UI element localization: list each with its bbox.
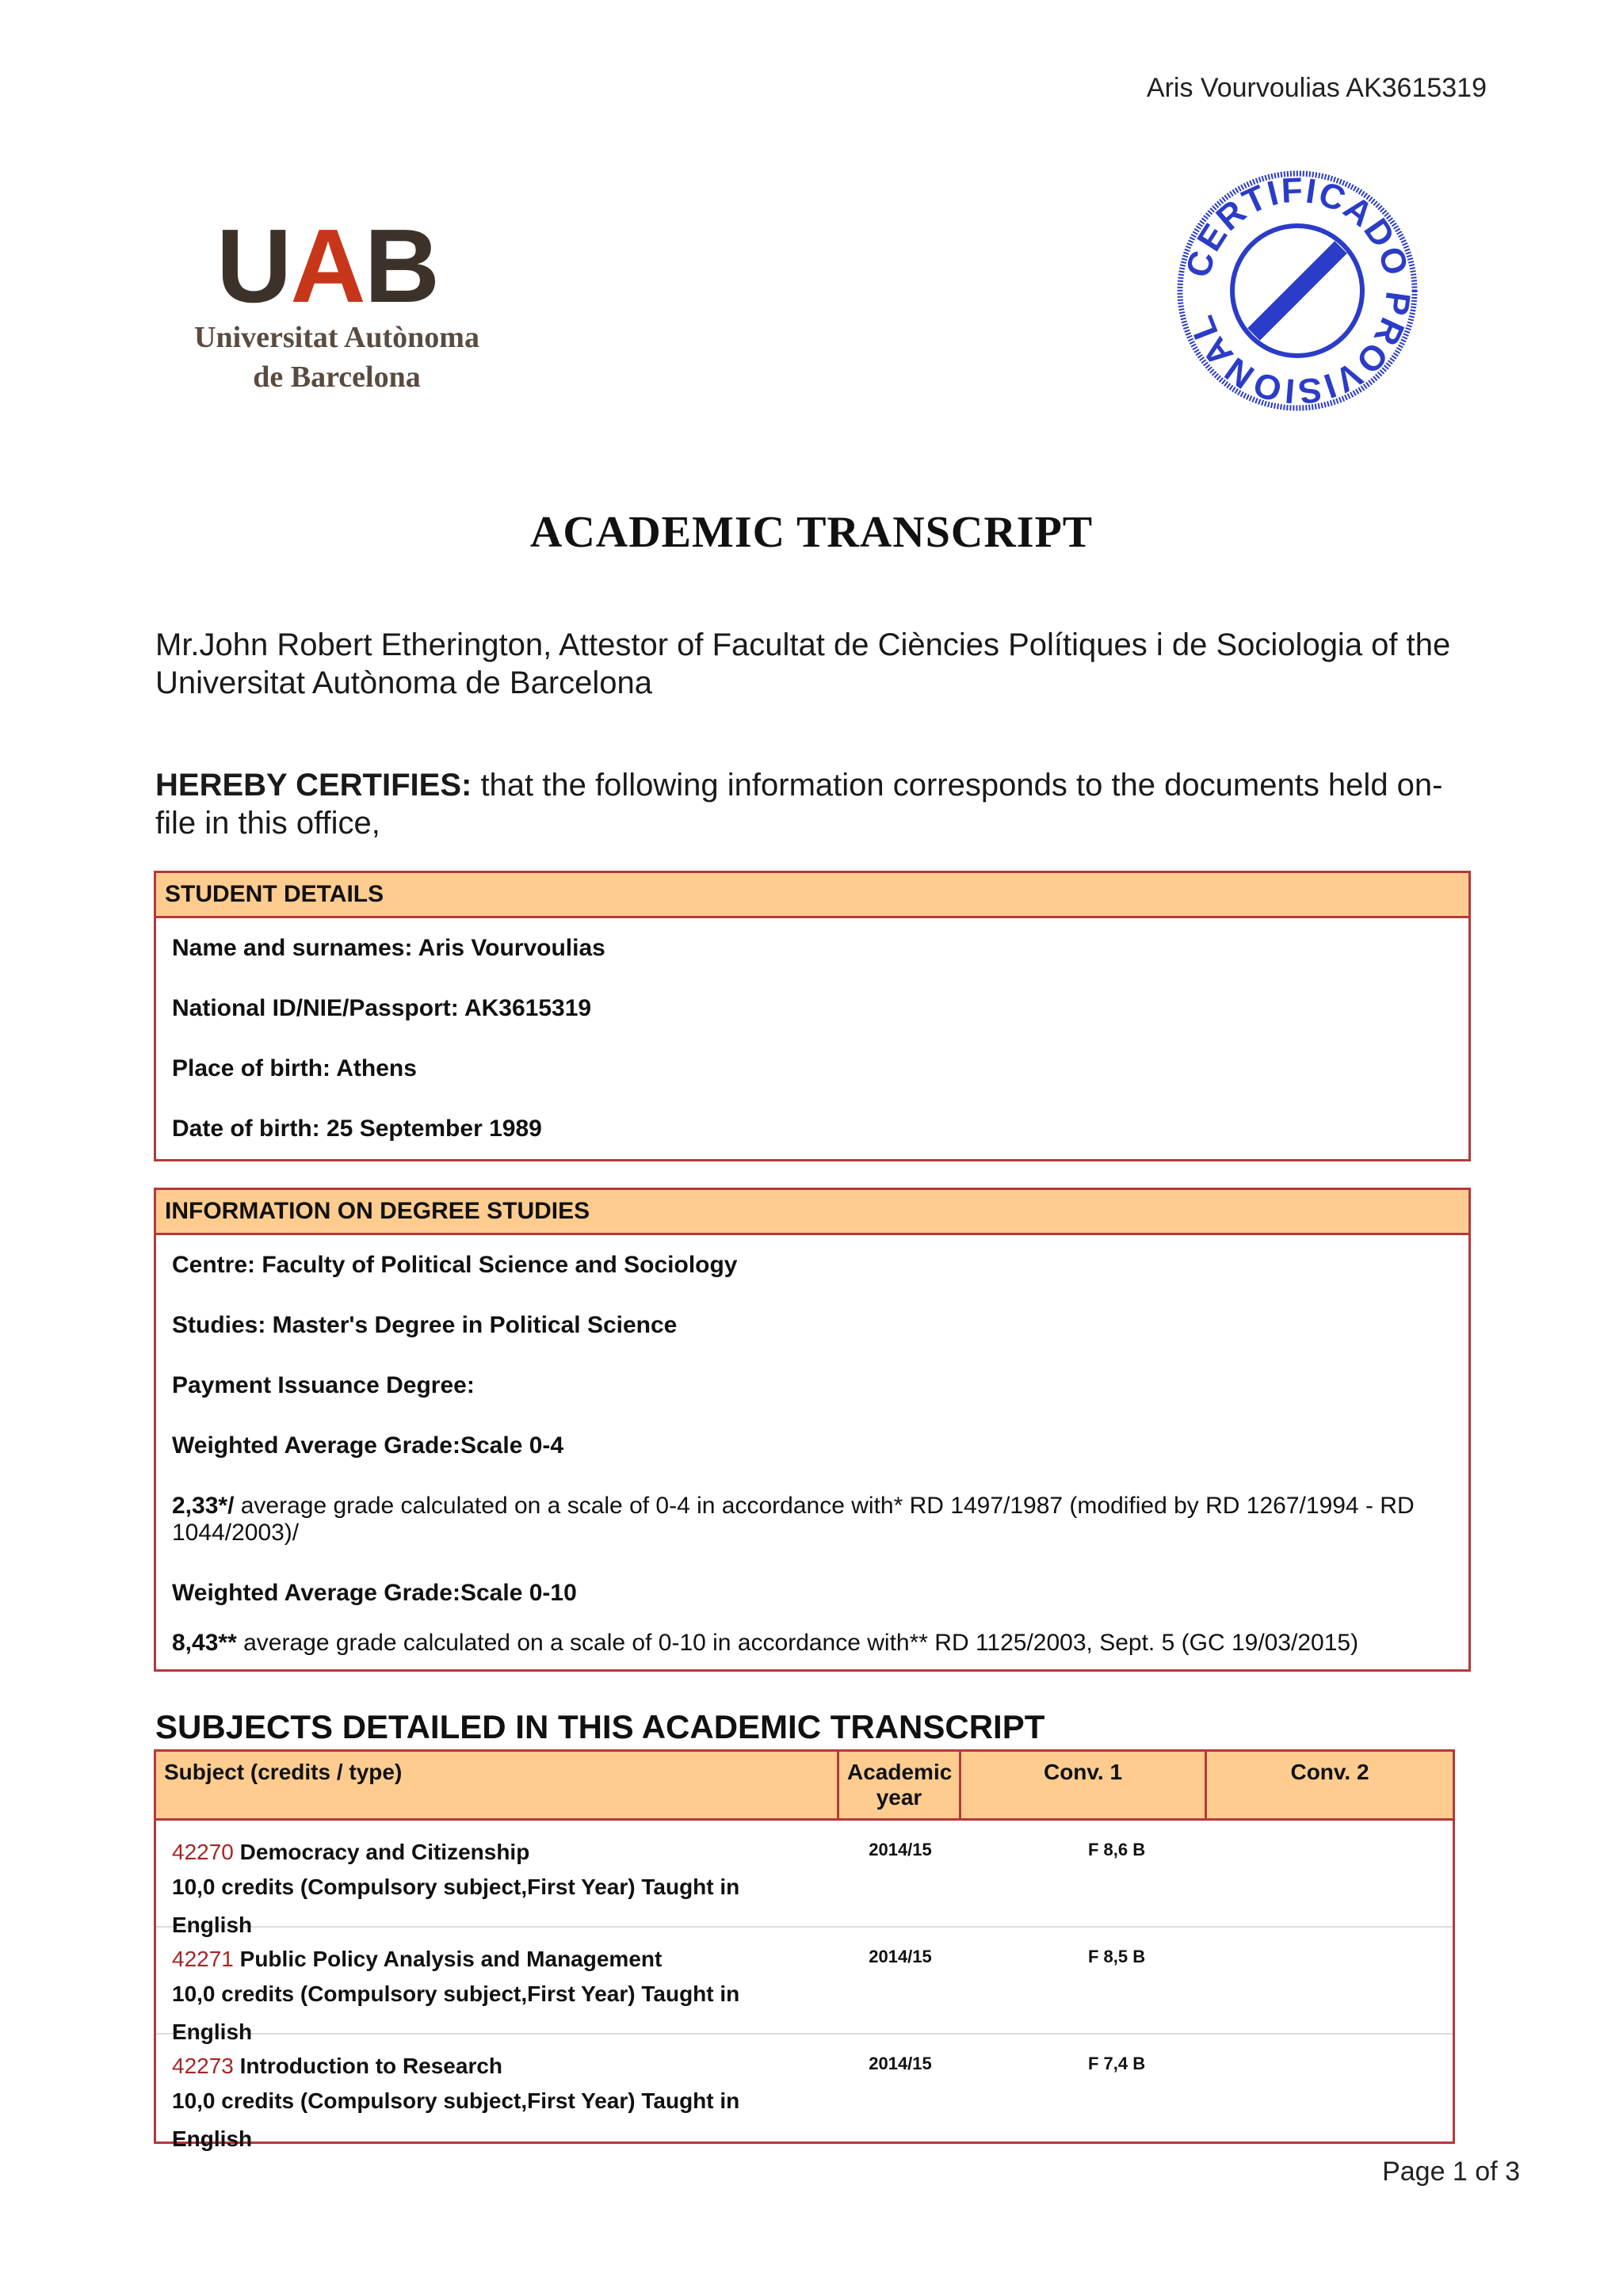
header-owner: Aris Vourvoulias AK3615319: [1146, 73, 1487, 103]
wag-scale10-value: 8,43**: [172, 1630, 237, 1656]
certifies-text: that the following information corresponds to the documents held on-file in this office,: [155, 768, 1443, 841]
subject-cell: [156, 2035, 839, 2151]
table-row: [156, 1821, 1453, 1937]
column-conv1: Conv. 1: [961, 1752, 1207, 1818]
certificado-provisional-stamp: [1174, 168, 1420, 414]
document-title: ACADEMIC TRANSCRIPT: [529, 508, 1094, 557]
subjects-table: [154, 1749, 1455, 2151]
subject-code: 42273: [172, 2054, 234, 2078]
conv2-cell: [1207, 2035, 1453, 2142]
conv1-cell: F 8,6 B: [1088, 1840, 1146, 1859]
degree-centre: Centre: Faculty of Political Science and Sociology: [172, 1252, 738, 1278]
logo-mark: UAB: [216, 208, 438, 324]
column-academic-year: Academic year: [839, 1752, 961, 1818]
student-name: Name and surnames: Aris Vourvoulias: [172, 935, 605, 961]
subject-name: Democracy and Citizenship: [233, 1840, 530, 1864]
conv2-cell: [1207, 1928, 1453, 2033]
page-number: Page 1 of 3: [1382, 2157, 1520, 2187]
svg-text:CERTIFICADO PROVISIONAL: CERTIFICADO PROVISIONAL: [1178, 170, 1418, 411]
column-subject: Subject (credits / type): [156, 1752, 839, 1818]
subject-code: 42270: [172, 1840, 234, 1864]
student-details-section: [154, 871, 1471, 1161]
table-row: [156, 2035, 1453, 2151]
subject-detail: 10,0 credits (Compulsory subject,First Year) Taught in English: [172, 1981, 740, 2044]
wag-scale10-text: average grade calculated on a scale of 0-10 in accordance with** RD 1125/2003, Sept. 5 (GC 19/03/2015): [236, 1630, 1359, 1656]
student-passport: National ID/NIE/Passport: AK3615319: [172, 995, 592, 1021]
academic-year-cell: 2014/15: [869, 1840, 932, 1859]
logo-line2: de Barcelona: [253, 360, 421, 394]
conv2-cell: [1207, 1821, 1453, 1926]
wag-scale4-label: Weighted Average Grade:Scale 0-4: [172, 1432, 564, 1459]
subject-cell: [156, 1928, 839, 2044]
academic-year-cell: 2014/15: [869, 2054, 932, 2073]
academic-year-cell: 2014/15: [869, 1947, 932, 1966]
degree-payment: Payment Issuance Degree:: [172, 1372, 475, 1398]
logo-line1: Universitat Autònoma: [194, 321, 479, 354]
subjects-heading: SUBJECTS DETAILED IN THIS ACADEMIC TRANSCRIPT: [155, 1708, 1045, 1745]
subject-name: Introduction to Research: [233, 2054, 503, 2078]
attestor-statement: Mr.John Robert Etherington, Attestor of Facultat de Ciències Polítiques i de Sociologia of the Universitat Autònoma de Barcelona: [155, 627, 1451, 700]
wag-scale4-detail: [156, 1476, 1468, 1563]
column-conv2: Conv. 2: [1290, 1760, 1369, 1784]
subject-detail: 10,0 credits (Compulsory subject,First Year) Taught in English: [172, 2088, 740, 2151]
wag-scale4-text: average grade calculated on a scale of 0-4 in accordance with* RD 1497/1987 (modified by RD 1267/1994 - RD 1044/2003)/: [172, 1493, 1415, 1546]
degree-studies: Studies: Master's Degree in Political Science: [172, 1312, 678, 1338]
wag-scale10-detail: [156, 1623, 1468, 1669]
subject-name: Public Policy Analysis and Management: [233, 1947, 663, 1971]
wag-scale10-label: Weighted Average Grade:Scale 0-10: [172, 1580, 577, 1606]
student-details-heading: STUDENT DETAILS: [156, 873, 1468, 918]
degree-studies-section: [154, 1188, 1471, 1672]
degree-studies-heading: INFORMATION ON DEGREE STUDIES: [156, 1190, 1468, 1235]
student-place-of-birth: Place of birth: Athens: [172, 1055, 417, 1081]
subjects-table-header: [156, 1752, 1453, 1821]
wag-scale4-value: 2,33*/: [172, 1493, 235, 1519]
certification-statement: [155, 766, 1471, 842]
student-date-of-birth: Date of birth: 25 September 1989: [172, 1116, 542, 1142]
conv1-cell: F 8,5 B: [1088, 1947, 1146, 1966]
subject-code: 42271: [172, 1947, 234, 1971]
subject-cell: [156, 1821, 839, 1937]
certifies-lead: HEREBY CERTIFIES:: [155, 768, 472, 803]
subject-detail: 10,0 credits (Compulsory subject,First Year) Taught in English: [172, 1875, 740, 1937]
table-row: [156, 1928, 1453, 2044]
conv1-cell: F 7,4 B: [1088, 2054, 1146, 2073]
uab-logo: [162, 208, 511, 412]
